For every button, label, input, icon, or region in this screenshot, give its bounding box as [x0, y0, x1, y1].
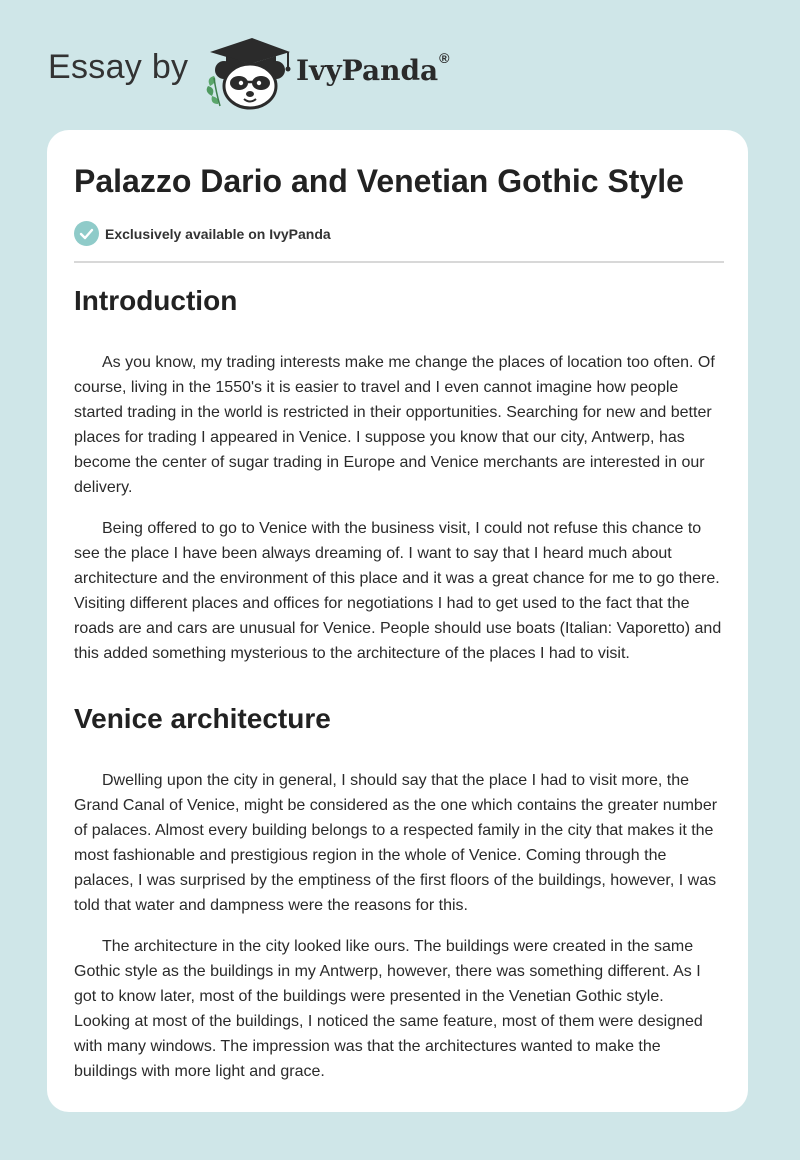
brand-name[interactable] [296, 50, 450, 87]
paragraph: The architecture in the city looked like ours. The buildings were created in the same Gothic style as the buildings in my Antwerp, however, there was something different. As I got to know later, most of the buildings were presented in the Venetian Gothic style. Looking at most of the buildings, I noticed the same feature, most of them were designed with many windows. The impression was that the architectures wanted to make the buildings with more light and grace. [74, 938, 703, 1080]
section-heading: Venice architecture [74, 703, 331, 734]
paragraph: Being offered to go to Venice with the business visit, I could not refuse this chance to see the place I have been always dreaming of. I want to say that I heard much about architecture and the environment of this place and it was a great chance for me to go there. Visiting different places and offices for negotiations I had to get used to the fact that the roads are and cars are unusual for Venice. People should use boats (Italian: Vaporetto) and this added something mysterious to the architecture of the places I had to visit. [74, 520, 722, 662]
paragraph: As you know, my trading interests make me change the places of location too often. Of course, living in the 1550's it is easier to travel and I even cannot imagine how people started trading in the world is restricted in their opportunities. Searching for new and better places for trading I appeared in Venice. I suppose you know that our city, Antwerp, has become the center of sugar trading in Europe and Venice merchants are interested in our delivery. [74, 354, 715, 496]
section-venice-architecture [74, 703, 724, 1084]
essay-card [47, 130, 748, 1112]
section-heading: Introduction [74, 285, 238, 316]
essay-by-label: Essay by [48, 48, 189, 86]
site-header [48, 34, 468, 110]
check-circle-icon [74, 221, 99, 246]
registered-mark: ® [439, 50, 450, 66]
brand-name-text: IvyPanda [296, 54, 439, 87]
essay-title: Palazzo Dario and Venetian Gothic Style [74, 163, 684, 199]
exclusive-badge [74, 221, 331, 246]
section-introduction [74, 285, 724, 666]
ivypanda-panda-logo-icon[interactable] [204, 34, 292, 110]
title-divider [74, 261, 724, 263]
paragraph: Dwelling upon the city in general, I should say that the place I had to visit more, the Grand Canal of Venice, might be considered as the one which contains the greater number of palaces. Almost every building belongs to a respected family in the city that makes it the most fashionable and prestigious region in the whole of Venice. Coming through the palaces, I was surprised by the emptiness of the first floors of the buildings, however, I was told that water and dampness were the reasons for this. [74, 772, 718, 914]
exclusive-label: Exclusively available on IvyPanda [105, 225, 331, 242]
